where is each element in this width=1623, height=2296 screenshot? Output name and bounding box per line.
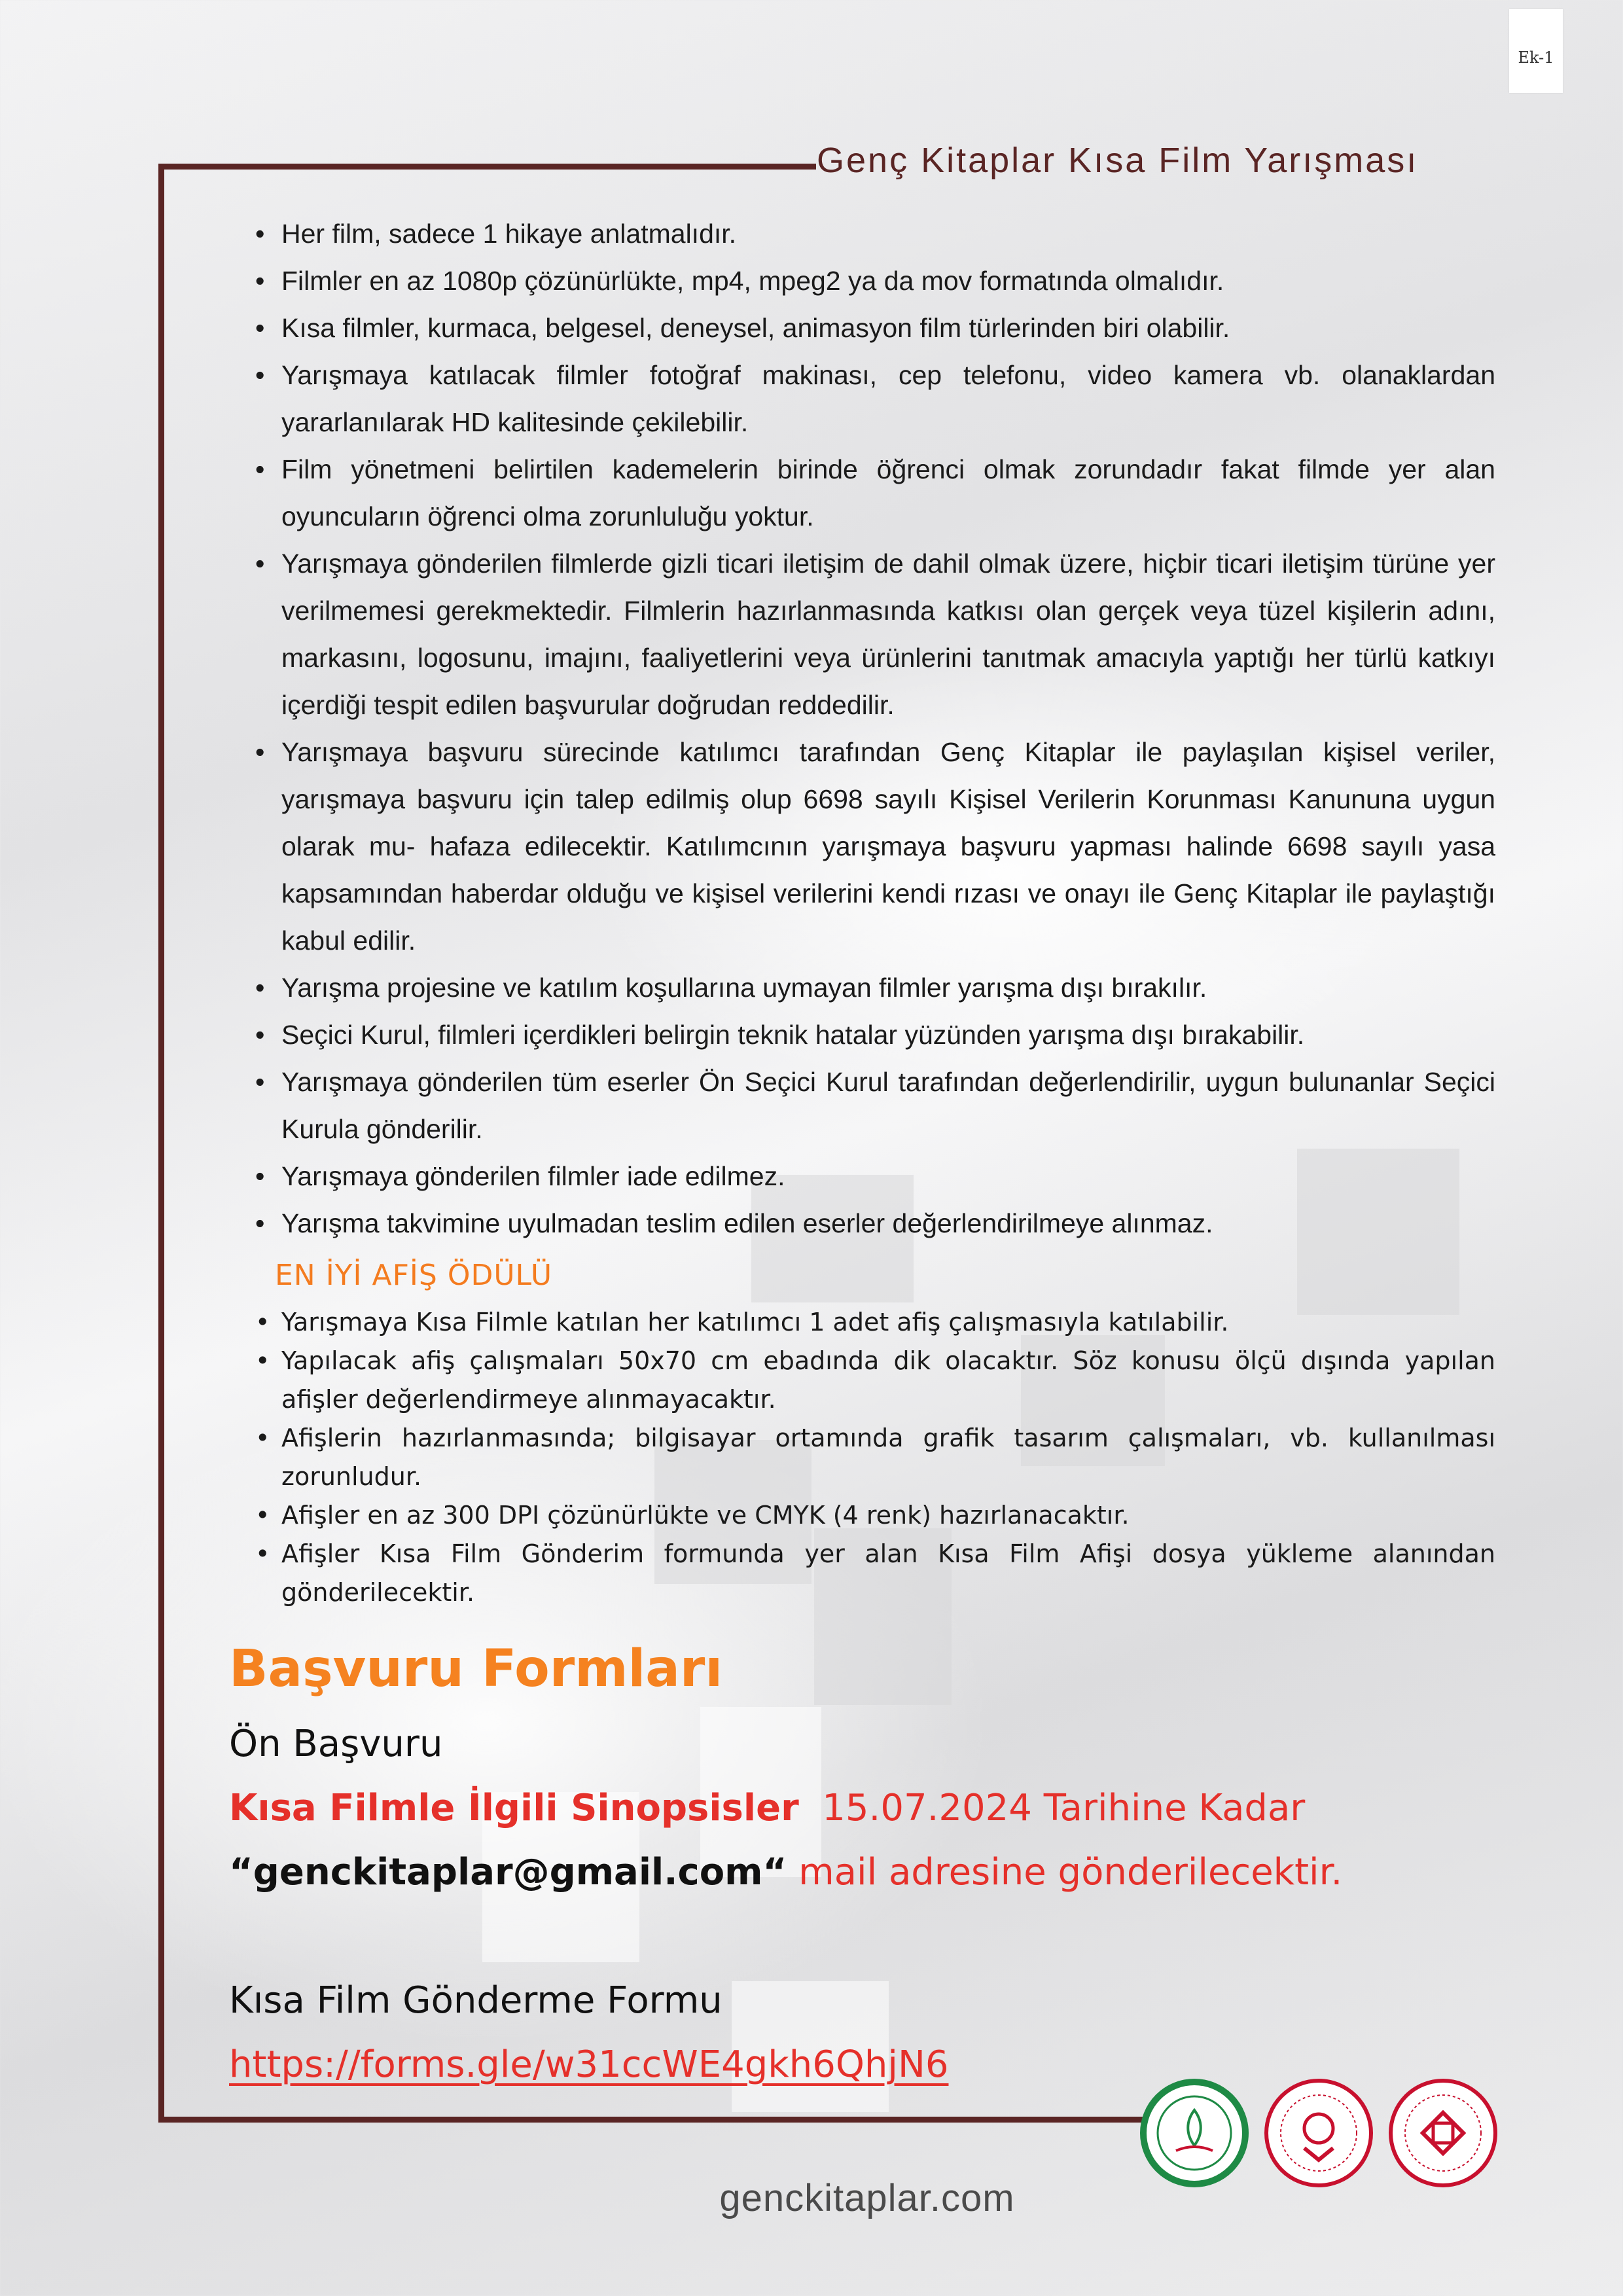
pre-application-label: Ön Başvuru bbox=[229, 1723, 443, 1765]
submission-form-link[interactable]: https://forms.gle/w31ccWE4gkh6QhjN6 bbox=[229, 2043, 949, 2086]
list-item: • Yarışmaya Kısa Filmle katılan her katılımcı 1 adet afiş çalışmasıyla katılabilir. bbox=[255, 1303, 1495, 1342]
forms-title: Başvuru Formları bbox=[229, 1640, 723, 1698]
red-emblem-logo bbox=[1264, 2079, 1373, 2187]
synopsis-label: Kısa Filmle İlgili Sinopsisler bbox=[229, 1787, 799, 1829]
email-suffix: mail adresine gönderilecektir. bbox=[798, 1851, 1343, 1893]
page-title: Genç Kitaplar Kısa Film Yarışması bbox=[817, 141, 1419, 180]
list-item: • Yapılacak afiş çalışmaları 50x70 cm ebadında dik olacaktır. Söz konusu ölçü dışında yapılan afişler değerlendirmeye alınmayacaktır. bbox=[255, 1342, 1495, 1419]
list-item: • Afişler en az 300 DPI çözünürlükte ve CMYK (4 renk) hazırlanacaktır. bbox=[255, 1496, 1495, 1535]
red-knot-logo bbox=[1389, 2079, 1497, 2187]
list-item: • Yarışma takvimine uyulmadan teslim edilen eserler değerlendirilmeye alınmaz. bbox=[255, 1200, 1495, 1247]
synopsis-line bbox=[229, 1787, 1305, 1829]
list-item: • Her film, sadece 1 hikaye anlatmalıdır. bbox=[255, 210, 1495, 257]
list-item: • Seçici Kurul, filmleri içerdikleri belirgin teknik hatalar yüzünden yarışma dışı bırakabilir. bbox=[255, 1011, 1495, 1058]
list-item: • Yarışmaya gönderilen filmler iade edilmez. bbox=[255, 1153, 1495, 1200]
submission-form-label: Kısa Film Gönderme Formu bbox=[229, 1979, 722, 2022]
list-item: • Afişlerin hazırlanmasında; bilgisayar ortamında grafik tasarım çalışmaları, vb. kullanılması zorunludur. bbox=[255, 1419, 1495, 1496]
frame-bottom-line bbox=[158, 2117, 1143, 2123]
rules-list bbox=[255, 210, 1495, 1247]
poster-award-heading: EN İYİ AFİŞ ÖDÜLÜ bbox=[275, 1259, 553, 1292]
page-tag-label: Ek-1 bbox=[1518, 48, 1554, 67]
list-item: • Yarışma projesine ve katılım koşullarına uymayan filmler yarışma dışı bırakılır. bbox=[255, 964, 1495, 1011]
green-emblem-logo bbox=[1140, 2079, 1249, 2187]
page-tag bbox=[1509, 9, 1563, 93]
synopsis-deadline: 15.07.2024 Tarihine Kadar bbox=[822, 1787, 1306, 1829]
frame-left-line bbox=[158, 164, 164, 2123]
poster-award-list bbox=[255, 1303, 1495, 1612]
email-address[interactable]: “genckitaplar@gmail.com“ bbox=[229, 1851, 787, 1893]
footer-website[interactable]: genckitaplar.com bbox=[719, 2177, 1015, 2219]
list-item: • Yarışmaya başvuru sürecinde katılımcı tarafından Genç Kitaplar ile paylaşılan kişisel veriler, yarışmaya başvuru için talep edilmiş olup 6698 sayılı Kişisel Verilerin Korunması Kanununa uygun olarak mu- hafaza edilecektir. Katılımcının yarışmaya başvuru yapması halinde 6698 sayılı yasa kapsamından haberdar olduğu ve kişisel verilerini kendi rızası ve onayı ile Genç Kitaplar ile paylaştığı kabul edilir. bbox=[255, 728, 1495, 964]
list-item: • Filmler en az 1080p çözünürlükte, mp4, mpeg2 ya da mov formatında olmalıdır. bbox=[255, 257, 1495, 304]
email-line bbox=[229, 1851, 1342, 1893]
list-item: • Afişler Kısa Film Gönderim formunda yer alan Kısa Film Afişi dosya yükleme alanından gönderilecektir. bbox=[255, 1535, 1495, 1612]
list-item: • Kısa filmler, kurmaca, belgesel, deneysel, animasyon film türlerinden biri olabilir. bbox=[255, 304, 1495, 351]
list-item: • Film yönetmeni belirtilen kademelerin birinde öğrenci olmak zorundadır fakat filmde yer alan oyuncuların öğrenci olma zorunluluğu yoktur. bbox=[255, 446, 1495, 540]
list-item: • Yarışmaya katılacak filmler fotoğraf makinası, cep telefonu, video kamera vb. olanaklardan yararlanılarak HD kalitesinde çekilebilir. bbox=[255, 351, 1495, 446]
list-item: • Yarışmaya gönderilen filmlerde gizli ticari iletişim de dahil olmak üzere, hiçbir ticari iletişim türüne yer verilmemesi gerekmektedir. Filmlerin hazırlanmasında katkısı olan gerçek veya tüzel kişilerin adını, markasını, logosunu, imajını, faaliyetlerini veya ürünlerini tanıtmak amacıyla yaptığı her türlü katkıyı içerdiği tespit edilen başvurular doğrudan reddedilir. bbox=[255, 540, 1495, 728]
frame-top-line bbox=[158, 164, 816, 170]
list-item: • Yarışmaya gönderilen tüm eserler Ön Seçici Kurul tarafından değerlendirilir, uygun bulunanlar Seçici Kurula gönderilir. bbox=[255, 1058, 1495, 1153]
